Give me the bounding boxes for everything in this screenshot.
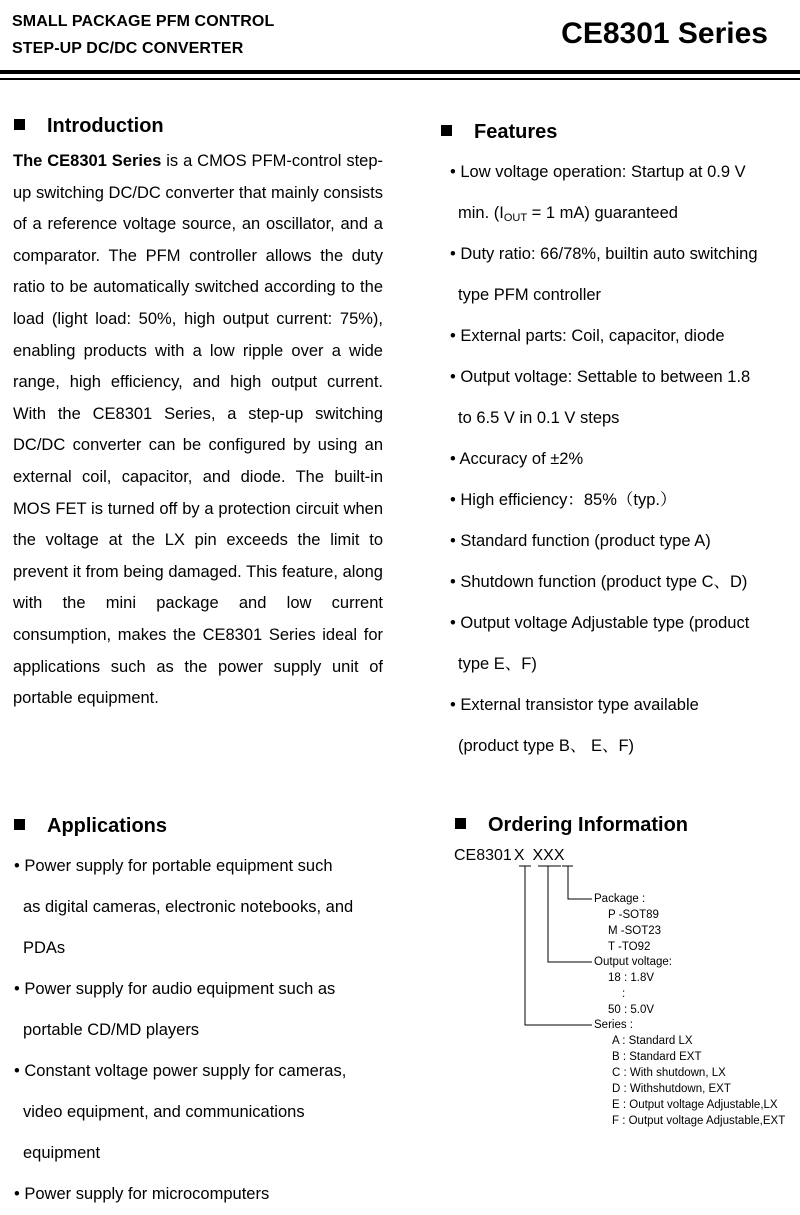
series-option: B : Standard EXT bbox=[612, 1051, 702, 1063]
voltage-ellipsis: : bbox=[622, 988, 626, 1000]
feature-line: • Output voltage Adjustable type (product bbox=[450, 614, 750, 632]
subtitle-line-1: SMALL PACKAGE PFM CONTROL bbox=[12, 13, 275, 30]
applications-heading-text: Applications bbox=[47, 815, 168, 837]
introduction-heading bbox=[14, 113, 164, 139]
features-heading-text: Features bbox=[474, 121, 558, 143]
feature-line: to 6.5 V in 0.1 V steps bbox=[458, 409, 620, 427]
applications-list bbox=[14, 846, 399, 1215]
application-line: equipment bbox=[23, 1144, 101, 1162]
features-list bbox=[450, 152, 798, 767]
series-option: C : With shutdown, LX bbox=[612, 1067, 726, 1079]
features-heading bbox=[441, 119, 557, 145]
introduction-paragraph bbox=[13, 146, 383, 715]
application-line: as digital cameras, electronic notebooks, and bbox=[23, 898, 354, 916]
feature-line: • Duty ratio: 66/78%, builtin auto switching bbox=[450, 245, 758, 263]
introduction-heading-text: Introduction bbox=[47, 115, 164, 137]
feature-line: • Low voltage operation: Startup at 0.9 V bbox=[450, 163, 746, 181]
bullet-square-icon bbox=[455, 818, 466, 829]
series-label: Series : bbox=[594, 1019, 633, 1031]
code-prefix: CE8301 bbox=[454, 847, 512, 864]
intro-body: is a CMOS PFM-control step-up switching DC/DC converter that mainly consists of a reference voltage source, an oscillator, and a comparator. The PFM controller allows the duty ratio to be automatically switched according to the load (light load: 50%, high output current: 75%), enabling products with a low ripple over a wide range, high efficiency, and high output current. With the CE8301 Series, a step-up switching DC/DC converter can be configured by using an external coil, capacitor, and diode. The built-in MOS FET is turned off by a protection circuit when the voltage at the LX pin exceeds the limit to prevent it from being damaged. This feature, along with the mini package and low current consumption, makes the CE8301 Series ideal for applications such as the power supply unit of portable equipment. bbox=[13, 152, 384, 708]
series-option: E : Output voltage Adjustable,LX bbox=[612, 1099, 778, 1111]
application-line: portable CD/MD players bbox=[23, 1021, 200, 1039]
code-package-letter: X bbox=[553, 847, 565, 864]
voltage-option: 50 : 5.0V bbox=[608, 1004, 655, 1016]
series-option: D : Withshutdown, EXT bbox=[612, 1083, 731, 1095]
bullet-square-icon bbox=[14, 819, 25, 830]
application-line: • Constant voltage power supply for cameras, bbox=[14, 1062, 347, 1080]
package-option: T -TO92 bbox=[608, 941, 651, 953]
feature-line: • Shutdown function (product type C、D) bbox=[450, 573, 748, 591]
document-subtitle bbox=[12, 8, 274, 62]
intro-lead: The CE8301 Series bbox=[13, 152, 162, 170]
application-line: video equipment, and communications bbox=[23, 1103, 305, 1121]
ordering-diagram bbox=[452, 845, 800, 1145]
code-voltage-letters: XX bbox=[532, 847, 554, 864]
feature-line: • Output voltage: Settable to between 1.8 bbox=[450, 368, 751, 386]
bullet-square-icon bbox=[14, 119, 25, 130]
feature-line: type PFM controller bbox=[458, 286, 602, 304]
feature-line: min. ($I_{OUT} = 1$ mA) guaranteed bbox=[458, 204, 678, 224]
application-line: PDAs bbox=[23, 939, 66, 957]
subtitle-line-2: STEP-UP DC/DC CONVERTER bbox=[12, 40, 244, 57]
document-title: CE8301 Series bbox=[561, 17, 768, 50]
feature-line: • External parts: Coil, capacitor, diode bbox=[450, 327, 725, 345]
package-label: Package : bbox=[594, 893, 646, 905]
bullet-square-icon bbox=[441, 125, 452, 136]
package-option: P -SOT89 bbox=[608, 909, 659, 921]
feature-line: • Accuracy of ±2% bbox=[450, 450, 584, 468]
ordering-code bbox=[454, 845, 565, 867]
voltage-option: 18 : 1.8V bbox=[608, 972, 655, 984]
series-option: A : Standard LX bbox=[612, 1035, 693, 1047]
application-line: • Power supply for audio equipment such as bbox=[14, 980, 336, 998]
feature-line: • External transistor type available bbox=[450, 696, 699, 714]
header-rule-thick bbox=[0, 70, 800, 74]
code-series-letter: X bbox=[513, 847, 525, 864]
series-option: F : Output voltage Adjustable,EXT bbox=[612, 1115, 786, 1127]
ordering-heading-text: Ordering Information bbox=[488, 814, 688, 836]
feature-line: (product type B、 E、F) bbox=[458, 737, 635, 755]
application-line: • Power supply for portable equipment such bbox=[14, 857, 333, 875]
applications-heading bbox=[14, 813, 167, 839]
package-option: M -SOT23 bbox=[608, 925, 662, 937]
feature-line: • High efficiency：85%（typ.） bbox=[450, 491, 677, 509]
ordering-heading bbox=[455, 812, 688, 838]
voltage-label: Output voltage: bbox=[594, 956, 672, 968]
header-rule-thin bbox=[0, 78, 800, 80]
feature-line: • Standard function (product type A) bbox=[450, 532, 711, 550]
feature-line: type E、F) bbox=[458, 655, 537, 673]
application-line: • Power supply for microcomputers bbox=[14, 1185, 270, 1203]
